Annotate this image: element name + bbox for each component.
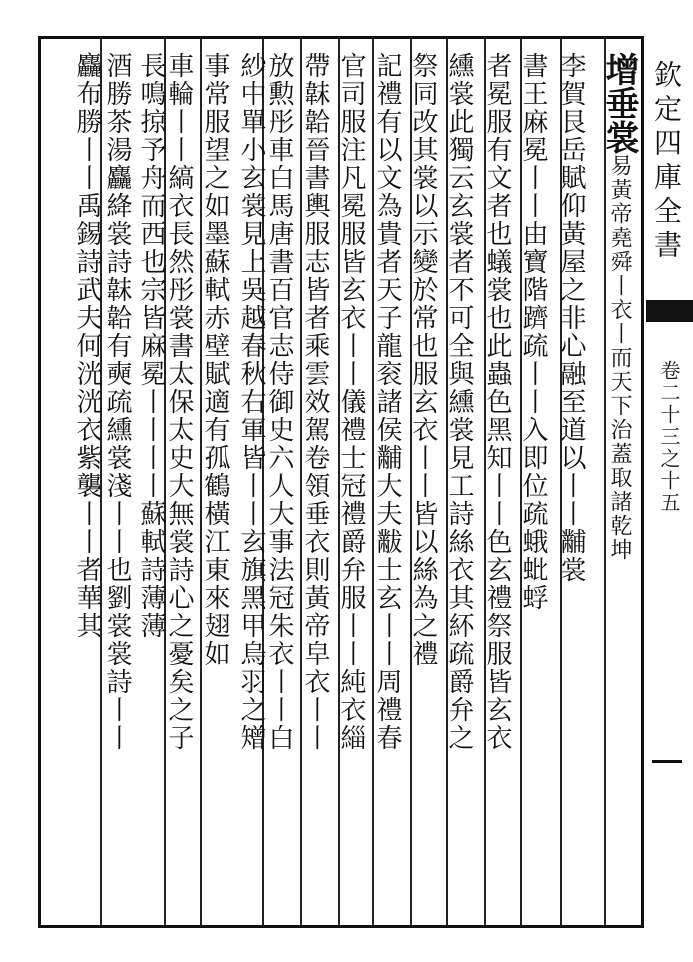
volume-label: 卷二十三之十五 <box>657 360 681 514</box>
entry-head: 增 <box>599 52 639 86</box>
text-column: 李賀艮岳賦仰黃屋之非心融至道以丨丨黼裳 <box>556 52 586 584</box>
book-title: 欽定四庫全書 <box>650 60 683 264</box>
text-column: 酒勝茶湯麤絳裳詩韎韐有奭疏纁裳淺丨丨也劉裳裳詩丨丨 <box>102 52 132 752</box>
text-column: 纁裳此獨云玄裳者不可全與纁裳見工詩絲衣其紑疏爵弁之 <box>444 52 474 752</box>
text-column: 車輪丨丨縞衣長然彤裳書太保太史大無裳詩心之憂矣之子 <box>164 52 194 752</box>
edge-tick <box>652 760 682 763</box>
entry-head: 垂裳 <box>599 86 639 154</box>
text-column: 者冕服有文者也蟻裳也此蟲色黑知丨丨色玄禮祭服皆玄衣 <box>482 52 512 752</box>
text-column: 帶韎韐晉書輿服志皆者乘雲效駕卷領垂衣則黃帝皁衣丨丨 <box>300 52 330 752</box>
text-column: 紗中單小玄裳見上吳越春秋右軍皆丨丨玄旗黑甲烏羽之矰 <box>236 52 266 752</box>
text-column: 麤布勝丨丨禹錫詩武夫何洸洸衣紫襲丨丨者華其 <box>72 52 102 640</box>
text-column: 記禮有以文為貴者天子龍衮諸侯黼大夫黻士玄丨丨周禮春 <box>372 52 402 752</box>
text-column: 祭同改其裳以示變於常也服玄衣丨丨皆以絲為之禮 <box>408 52 438 668</box>
text-column: 官司服注凡冕服皆玄衣丨丨儀禮士冠禮爵弁服丨丨純衣緇 <box>336 52 366 752</box>
text-column: 放勲彤車白馬唐書百官志侍御史六人大事法冠朱衣丨丨白 <box>264 52 294 752</box>
text-column: 書王麻冕丨丨由寶階躋疏丨丨入即位疏蛾蚍蜉 <box>518 52 548 612</box>
text-column: 事常服望之如墨蘇軾赤壁賦適有孤鶴橫江東來翅如 <box>200 52 230 668</box>
fish-tail-mark <box>646 300 693 322</box>
text-column: 長鳴掠予舟而西也宗皆麻冕丨丨丨丨蘇軾詩薄薄 <box>136 52 166 640</box>
column-text: 易黃帝堯舜丨衣丨而天下治蓋取諸乾坤 <box>607 154 632 562</box>
